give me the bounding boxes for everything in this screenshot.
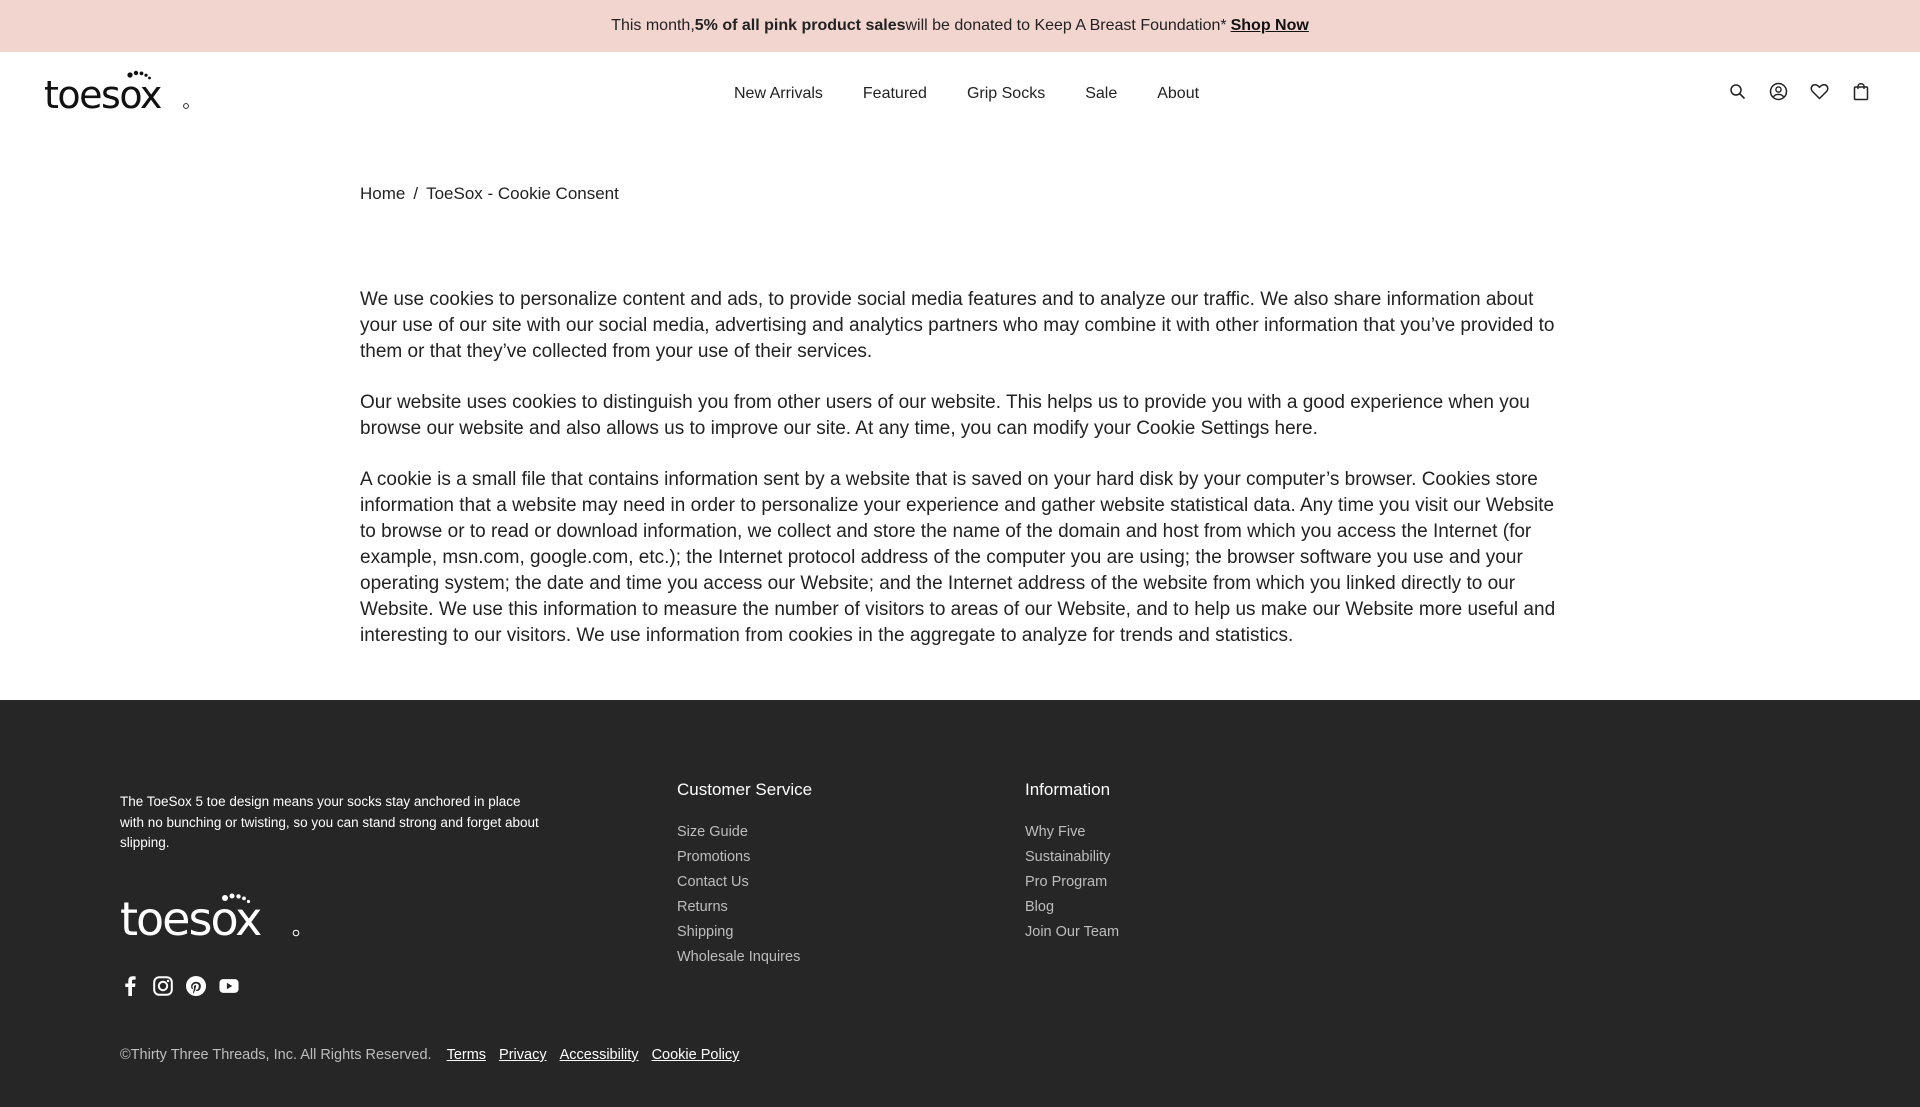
cart-icon[interactable] (1851, 82, 1870, 101)
content-paragraph: Our website uses cookies to distinguish you from other users of our website. This helps us to provide you with a good experience when you browse our website and also allows us to improve our site. At any time, you can modify your Cookie Settings here. (360, 392, 1530, 439)
breadcrumb-home[interactable]: Home (360, 184, 406, 203)
announcement-suffix: will be donated to Keep A Breast Foundation* (905, 17, 1227, 34)
svg-text:toesox: toesox (120, 893, 261, 939)
pinterest-icon[interactable] (186, 976, 206, 996)
site-footer (0, 700, 1920, 1107)
breadcrumb-current: ToeSox - Cookie Consent (426, 184, 619, 203)
announcement-highlight: 5% of all pink product sales (694, 17, 906, 34)
search-icon[interactable] (1728, 82, 1747, 101)
privacy-link[interactable]: Privacy (499, 1047, 547, 1063)
nav-featured[interactable]: Featured (862, 85, 927, 102)
nav-about[interactable]: About (1157, 85, 1200, 102)
footer-toesox-logo[interactable] (120, 893, 302, 939)
footer-link-wholesale[interactable]: Wholesale Inquires (677, 949, 801, 965)
account-icon[interactable] (1769, 82, 1788, 101)
footer-link-join-our-team[interactable]: Join Our Team (1025, 924, 1120, 940)
content-paragraph: We use cookies to personalize content and ads, to provide social media features and to analyze our traffic. We also share information about your use of our site with our social media, advertising and analytics partners who may combine it with other information that you’ve provided to them or that they’ve collected from your use of their services. (360, 289, 1555, 362)
cookie-policy-link[interactable]: Cookie Policy (651, 1047, 740, 1063)
breadcrumb-separator: / (413, 184, 419, 203)
footer-description: The ToeSox 5 toe design means your socks stay anchored in place with no bunching or twisting, so you can stand strong and forget about slipping. (120, 794, 539, 850)
instagram-icon[interactable] (153, 976, 173, 996)
header-icons (1728, 82, 1870, 101)
footer-link-sustainability[interactable]: Sustainability (1025, 849, 1111, 865)
facebook-icon[interactable] (120, 976, 140, 996)
content-paragraph: A cookie is a small file that contains information sent by a website that is saved on your hard disk by your computer’s browser. Cookies store information that a website may need in order to personalize your experience and gather website statistical data. Any time you visit our Website to browse or to read or download information, we collect and store the name of the domain and host from which you access the Internet (for example, msn.com, google.com, etc.); the Internet protocol address of the computer you are using; the browser software you use and your operating system; the date and time you access our Website; and the Internet address of the website from which you linked directly to our Website. We use this information to measure the number of visitors to areas of our Website, and to help us make our Website more useful and interesting to our visitors. We use information from cookies in the aggregate to analyze for trends and statistics. (360, 469, 1556, 646)
wishlist-icon[interactable] (1810, 82, 1829, 101)
footer-link-blog[interactable]: Blog (1025, 899, 1055, 915)
footer-link-shipping[interactable]: Shipping (677, 924, 734, 940)
announcement-prefix: This month, (611, 17, 695, 34)
cookie-consent-content (360, 287, 1570, 674)
footer-link-promotions[interactable]: Promotions (677, 849, 751, 865)
accessibility-link[interactable]: Accessibility (559, 1047, 639, 1063)
announcement-bar (0, 0, 1920, 52)
site-header (0, 52, 1920, 138)
information-column (1025, 780, 1119, 945)
youtube-icon[interactable] (219, 976, 239, 996)
footer-link-size-guide[interactable]: Size Guide (677, 824, 748, 840)
copyright-text: ©Thirty Three Threads, Inc. All Rights Reserved. (120, 1047, 432, 1063)
footer-link-pro-program[interactable]: Pro Program (1025, 874, 1108, 890)
footer-link-contact-us[interactable]: Contact Us (677, 874, 749, 890)
svg-text:toesox: toesox (44, 73, 161, 114)
footer-link-returns[interactable]: Returns (677, 899, 728, 915)
social-links (120, 976, 239, 996)
nav-new-arrivals[interactable]: New Arrivals (734, 85, 823, 102)
shop-now-link[interactable]: Shop Now (1230, 17, 1309, 34)
information-heading: Information (1025, 780, 1111, 799)
customer-service-heading: Customer Service (677, 780, 813, 799)
nav-grip-socks[interactable]: Grip Socks (966, 85, 1046, 102)
toesox-logo[interactable] (44, 70, 190, 114)
breadcrumb (360, 184, 619, 204)
customer-service-column (677, 780, 812, 970)
terms-link[interactable]: Terms (446, 1047, 487, 1063)
footer-link-why-five[interactable]: Why Five (1025, 824, 1086, 840)
main-nav (734, 85, 1199, 103)
nav-sale[interactable]: Sale (1085, 85, 1118, 102)
footer-legal-bar (120, 1047, 739, 1063)
